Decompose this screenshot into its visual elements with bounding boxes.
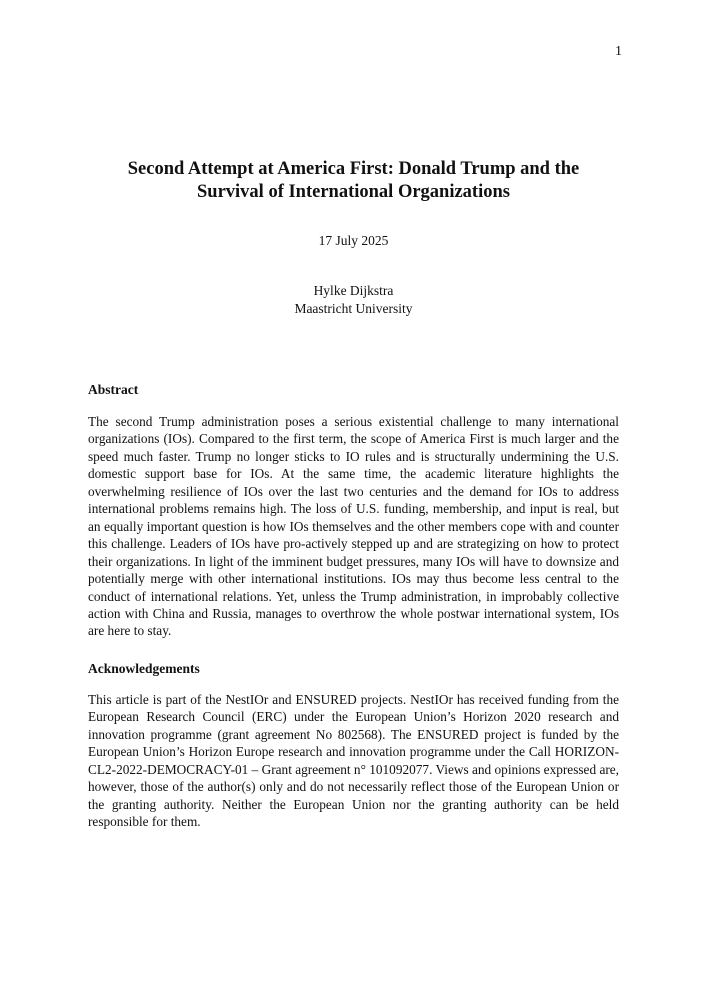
abstract-text: The second Trump administration poses a serious existential challenge to many international organizations (IOs). Compared to the first term, the scope of America First is much larger and the speed much faster. Trump no longer sticks to IO rules and is structurally undermining the U.S. domestic support base for IOs. At the same time, the academic literature highlights the overwhelming resilience of IOs over the last two centuries and the demand for IOs to address international problems remains high. The loss of U.S. funding, membership, and input is real, but an equally important question is how IOs themselves and the other members cope with and counter this challenge. Leaders of IOs have pro-actively stepped up and are strategizing on how to protect their organizations. In light of the imminent budget pressures, many IOs will have to downsize and potentially merge with other international institutions. IOs may thus become less central to the conduct of international relations. Yet, unless the Trump administration, in improbably collective action with China and Russia, manages to overthrow the whole postwar international system, IOs are here to stay. [88,414,619,639]
abstract-heading: Abstract [88,382,139,397]
author-name: Hylke Dijkstra [313,283,394,298]
paper-title [88,158,619,204]
paper-title-line-1: Second Attempt at America First: Donald Trump and the [127,159,580,179]
author-affiliation: Maastricht University [294,300,413,316]
author-block [88,282,619,317]
acknowledgements-heading: Acknowledgements [88,661,200,676]
paper-title-line-2: Survival of International Organizations [197,182,510,202]
page-number: 1 [615,44,622,59]
acknowledgements-text: This article is part of the NestIOr and ENSURED projects. NestIOr has received funding from the European Research Council (ERC) under the European Union’s Horizon 2020 research and innovation programme (grant agreement No 802568). The ENSURED project is funded by the European Union’s Horizon Europe research and innovation programme under the Call HORIZON-CL2-2022-DEMOCRACY-01 – Grant agreement n° 101092077. Views and opinions expressed are, however, those of the author(s) only and do not necessarily reflect those of the European Union or the granting authority. Neither the European Union nor the granting authority can be held responsible for them. [88,692,619,830]
paper-date: 17 July 2025 [318,233,389,248]
